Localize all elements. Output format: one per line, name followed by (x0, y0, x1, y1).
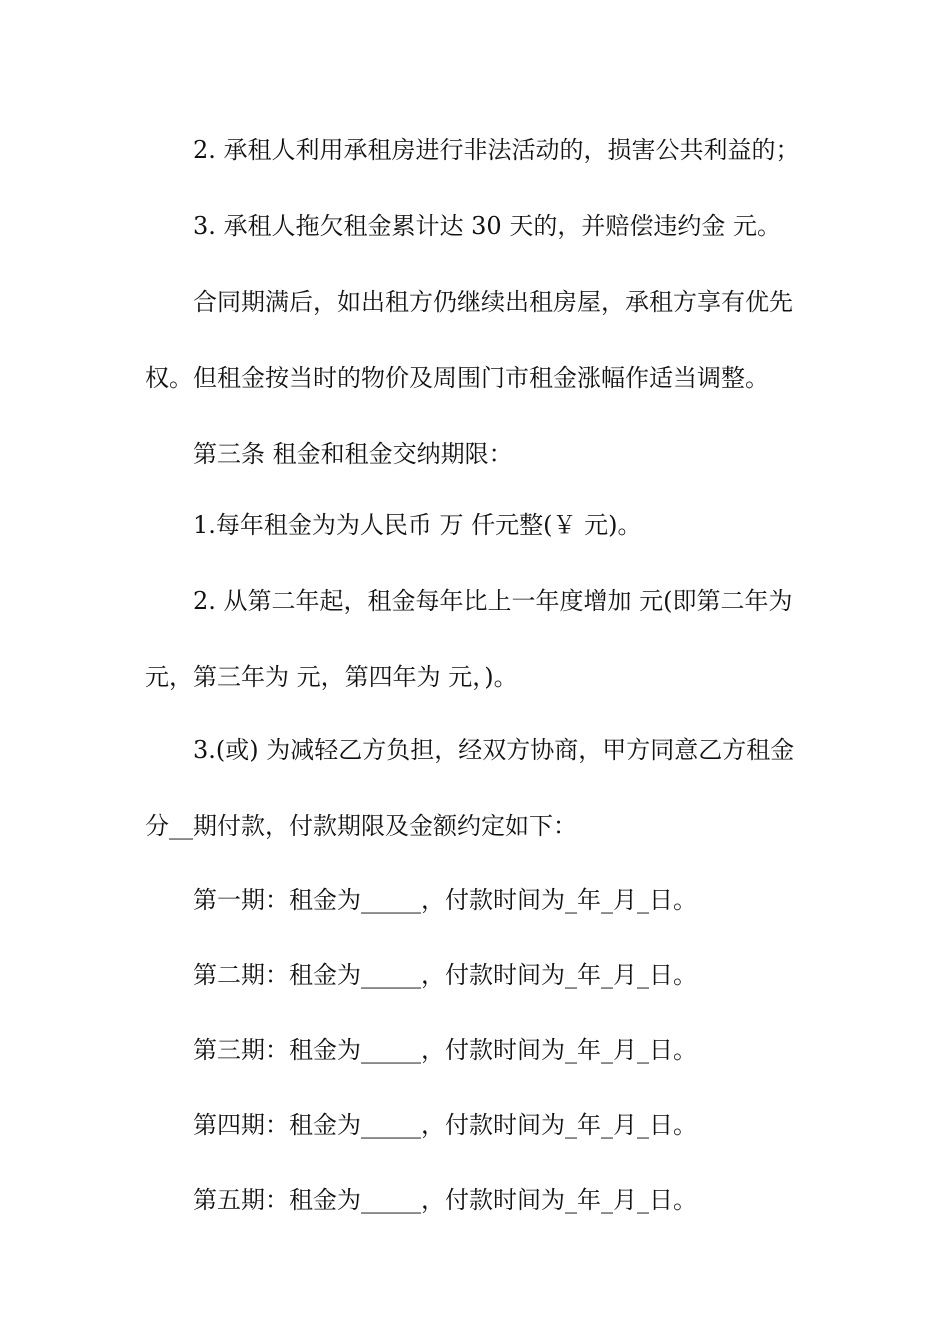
renewal-paragraph-line-1: 合同期满后，如出租方仍继续出租房屋，承租方享有优先 (193, 288, 793, 316)
installment-2: 第二期：租金为_____，付款时间为_年_月_日。 (193, 961, 697, 989)
installment-3: 第三期：租金为_____，付款时间为_年_月_日。 (193, 1036, 697, 1064)
rent-item-1: 1.每年租金为为人民币 万 仟元整(￥ 元)。 (193, 511, 642, 539)
renewal-paragraph-line-2: 权。但租金按当时的物价及周围门市租金涨幅作适当调整。 (145, 364, 769, 392)
clause-item-2: 2. 承租人利用承租房进行非法活动的，损害公共利益的； (193, 136, 800, 164)
installment-5: 第五期：租金为_____，付款时间为_年_月_日。 (193, 1186, 697, 1214)
article-three-heading: 第三条 租金和租金交纳期限： (193, 440, 513, 468)
rent-item-3-line-1: 3.(或) 为减轻乙方负担，经双方协商，甲方同意乙方租金 (193, 736, 795, 764)
installment-4: 第四期：租金为_____，付款时间为_年_月_日。 (193, 1111, 697, 1139)
rent-item-2-line-1: 2. 从第二年起，租金每年比上一年度增加 元(即第二年为 (193, 587, 793, 615)
rent-item-3-line-2: 分__期付款，付款期限及金额约定如下： (145, 812, 577, 840)
rent-item-2-line-2: 元，第三年为 元，第四年为 元，)。 (145, 663, 518, 691)
clause-item-3: 3. 承租人拖欠租金累计达 30 天的，并赔偿违约金 元。 (193, 212, 781, 240)
installment-1: 第一期：租金为_____，付款时间为_年_月_日。 (193, 886, 697, 914)
